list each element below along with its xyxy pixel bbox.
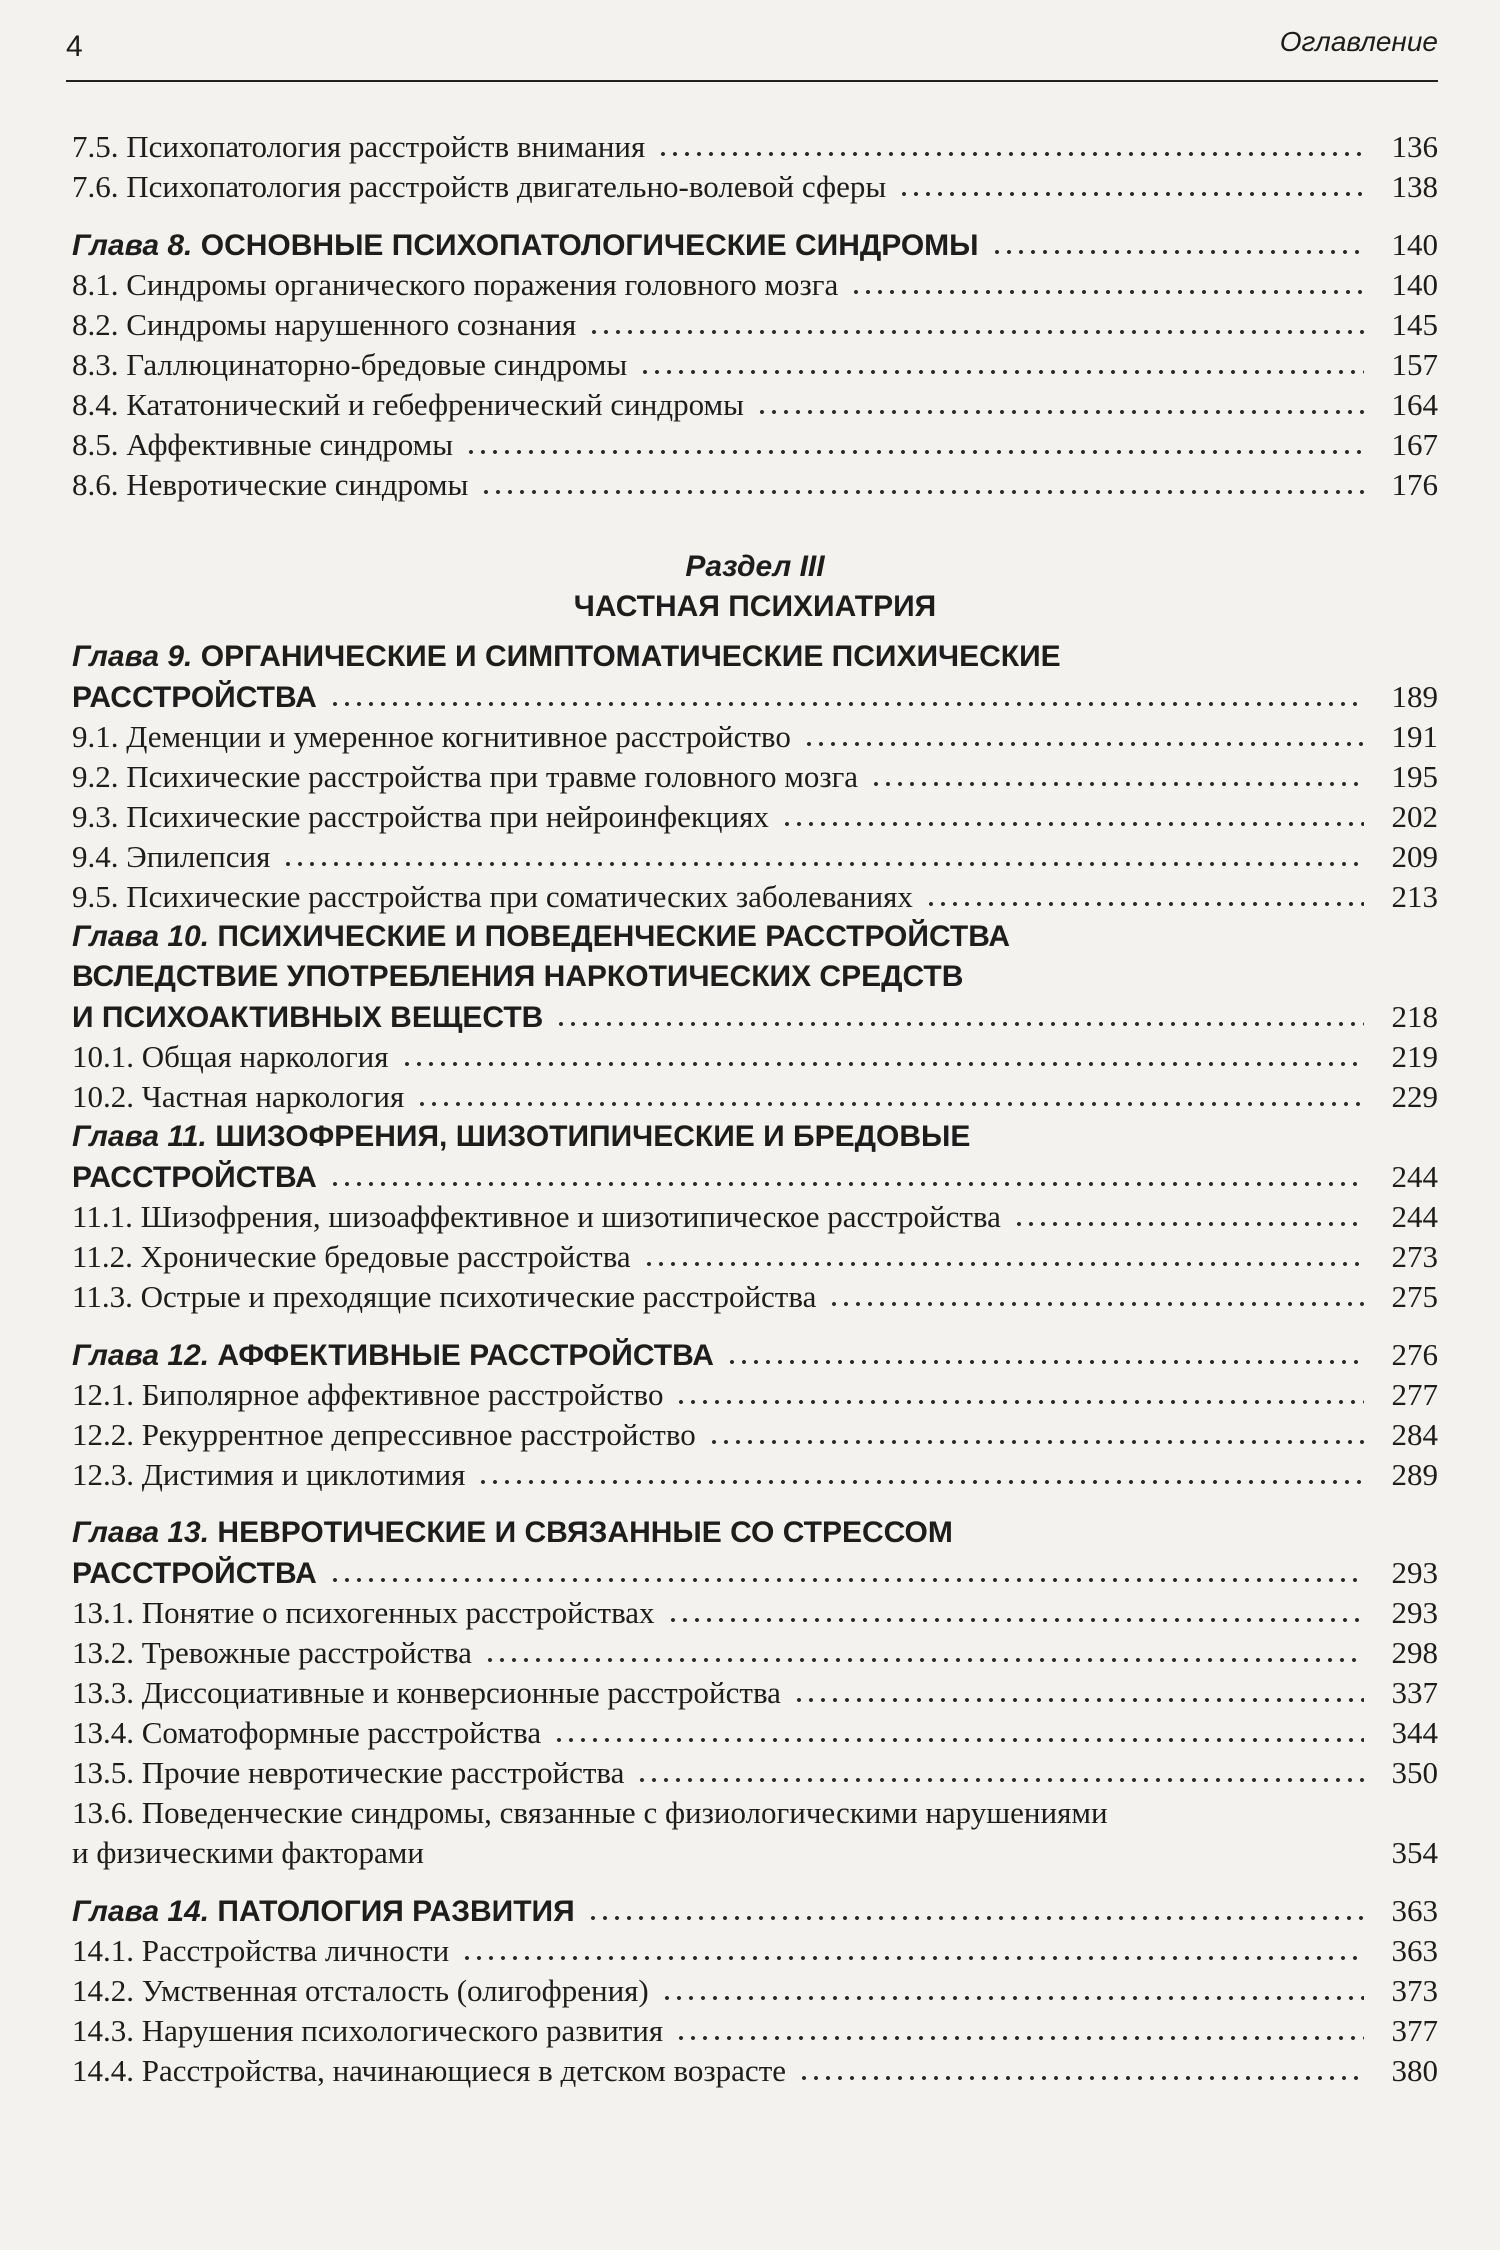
dot-leader: [477, 1478, 1364, 1486]
dot-leader: [675, 2034, 1364, 2042]
toc-entry[interactable]: [72, 1375, 1438, 1415]
entry-page: 157: [1391, 347, 1438, 382]
dot-leader: [461, 1954, 1364, 1962]
toc-entry[interactable]: [72, 345, 1438, 385]
chapter-label: Глава 8.: [72, 229, 193, 262]
dot-leader: [636, 1776, 1364, 1784]
chapter-page: 140: [1391, 227, 1438, 262]
entry-page: 176: [1391, 467, 1438, 502]
chapter-10-entry[interactable]: [72, 917, 1438, 1037]
entry-title: Хронические бредовые расстройства: [140, 1239, 631, 1274]
entry-number: 14.3.: [72, 2013, 134, 2048]
chapter-13-entry[interactable]: [72, 1513, 1438, 1593]
dot-leader: [465, 448, 1364, 456]
chapter-14-entry[interactable]: [72, 1891, 1438, 1931]
dot-leader: [553, 1736, 1364, 1744]
chapter-title: АФФЕКТИВНЫЕ РАССТРОЙСТВА: [217, 1339, 714, 1372]
entry-title: Психические расстройства при соматических заболеваниях: [126, 879, 913, 914]
dot-leader: [898, 190, 1364, 198]
chapter-title-line2: РАССТРОЙСТВА: [72, 681, 317, 714]
entry-title-line2: и физическими факторами: [72, 1835, 424, 1870]
chapter-page: 276: [1391, 1337, 1438, 1372]
entry-page: 350: [1391, 1755, 1438, 1790]
entry-page: 202: [1391, 799, 1438, 834]
toc-entry[interactable]: [72, 305, 1438, 345]
entry-page: 191: [1391, 719, 1438, 754]
toc-entry[interactable]: [72, 1455, 1438, 1495]
toc-entry[interactable]: [72, 1633, 1438, 1673]
toc-group-ch12: [72, 1375, 1438, 1495]
chapter-title-line1: ОРГАНИЧЕСКИЕ И СИМПТОМАТИЧЕСКИЕ ПСИХИЧЕСКИЕ: [200, 640, 1061, 673]
entry-title: Деменции и умеренное когнитивное расстройство: [126, 719, 791, 754]
dot-leader: [484, 1656, 1364, 1664]
entry-page: 337: [1391, 1675, 1438, 1710]
entry-title: Невротические синдромы: [126, 467, 469, 502]
entry-number: 10.1.: [72, 1039, 134, 1074]
entry-page: 164: [1391, 387, 1438, 422]
entry-number: 8.4.: [72, 387, 119, 422]
toc-group-ch7-tail: [72, 127, 1438, 207]
toc-entry[interactable]: [72, 2051, 1438, 2091]
toc-group-ch14: [72, 1931, 1438, 2091]
entry-title: Биполярное аффективное расстройство: [141, 1377, 664, 1412]
dot-leader: [416, 1100, 1364, 1108]
chapter-label: Глава 11.: [72, 1120, 207, 1153]
entry-number: 8.3.: [72, 347, 119, 382]
entry-page: 209: [1391, 839, 1438, 874]
dot-leader: [282, 860, 1364, 868]
entry-title: Психопатология расстройств двигательно-волевой сферы: [126, 169, 887, 204]
toc-entry[interactable]: [72, 757, 1438, 797]
entry-title: Общая наркология: [141, 1039, 389, 1074]
entry-number: 8.2.: [72, 307, 119, 342]
chapter-label: Глава 10.: [72, 920, 210, 953]
entry-number: 10.2.: [72, 1079, 134, 1114]
entry-title: Рекуррентное депрессивное расстройство: [141, 1417, 696, 1452]
entry-title: Понятие о психогенных расстройствах: [141, 1595, 655, 1630]
dot-leader: [643, 1260, 1364, 1268]
chapter-page: 244: [1391, 1159, 1438, 1194]
toc-group-ch13: [72, 1593, 1438, 1793]
entry-number: 13.3.: [72, 1675, 134, 1710]
toc-entry[interactable]: [72, 1037, 1438, 1077]
entry-number: 9.5.: [72, 879, 119, 914]
toc-entry[interactable]: [72, 1077, 1438, 1117]
toc-entry[interactable]: [72, 167, 1438, 207]
entry-number: 12.3.: [72, 1457, 134, 1492]
entry-title: Тревожные расстройства: [141, 1635, 472, 1670]
dot-leader: [793, 1696, 1364, 1704]
entry-page: 380: [1391, 2053, 1438, 2088]
entry-page: 277: [1391, 1377, 1438, 1412]
toc-entry[interactable]: [72, 265, 1438, 305]
toc-entry[interactable]: [72, 1197, 1438, 1237]
toc-group-ch10: [72, 1037, 1438, 1117]
toc-entry[interactable]: [72, 1237, 1438, 1277]
toc-entry[interactable]: [72, 127, 1438, 167]
chapter-title-line1: ШИЗОФРЕНИЯ, ШИЗОТИПИЧЕСКИЕ И БРЕДОВЫЕ: [215, 1120, 971, 1153]
entry-page: 167: [1391, 427, 1438, 462]
entry-page: 354: [1391, 1835, 1438, 1870]
dot-leader: [870, 780, 1364, 788]
toc-group-ch8: [72, 265, 1438, 505]
dot-leader: [675, 1398, 1364, 1406]
entry-title: Психопатология расстройств внимания: [126, 129, 646, 164]
dot-leader: [667, 1616, 1364, 1624]
chapter-title-line2: РАССТРОЙСТВА: [72, 1557, 317, 1590]
entry-number: 9.4.: [72, 839, 119, 874]
entry-number: 11.3.: [72, 1279, 133, 1314]
entry-page: 377: [1391, 2013, 1438, 2048]
chapter-12-entry[interactable]: [72, 1335, 1438, 1375]
entry-page: 289: [1391, 1457, 1438, 1492]
chapter-label: Глава 9.: [72, 640, 193, 673]
toc-entry[interactable]: [72, 1593, 1438, 1633]
entry-number: 13.2.: [72, 1635, 134, 1670]
entry-title: Расстройства личности: [141, 1933, 450, 1968]
entry-title: Синдромы нарушенного сознания: [126, 307, 577, 342]
toc-group-ch11: [72, 1197, 1438, 1317]
section-label: Раздел III: [685, 550, 825, 583]
page-number: 4: [66, 30, 83, 63]
entry-page: 195: [1391, 759, 1438, 794]
toc-entry-13-6[interactable]: [72, 1793, 1438, 1873]
chapter-11-entry[interactable]: [72, 1117, 1438, 1197]
dot-leader: [756, 408, 1364, 416]
entry-number: 9.2.: [72, 759, 119, 794]
entry-page: 145: [1391, 307, 1438, 342]
entry-title: Аффективные синдромы: [126, 427, 454, 462]
dot-leader: [828, 1300, 1364, 1308]
toc-entry[interactable]: [72, 797, 1438, 837]
entry-number: 8.6.: [72, 467, 119, 502]
entry-number: 11.2.: [72, 1239, 133, 1274]
chapter-label: Глава 13.: [72, 1516, 210, 1549]
toc-entry[interactable]: [72, 425, 1438, 465]
toc-entry[interactable]: [72, 837, 1438, 877]
entry-page: 344: [1391, 1715, 1438, 1750]
entry-page: 298: [1391, 1635, 1438, 1670]
entry-page: 244: [1391, 1199, 1438, 1234]
entry-page: 275: [1391, 1279, 1438, 1314]
entry-number: 9.1.: [72, 719, 119, 754]
dot-leader: [329, 1576, 1364, 1584]
entry-page: 363: [1391, 1933, 1438, 1968]
entry-number: 7.6.: [72, 169, 119, 204]
entry-title: Шизофрения, шизоаффективное и шизотипическое расстройства: [140, 1199, 1001, 1234]
dot-leader: [639, 368, 1364, 376]
dot-leader: [726, 1358, 1364, 1366]
entry-page: 219: [1391, 1039, 1438, 1074]
toc-entry[interactable]: [72, 1753, 1438, 1793]
chapter-title: ПАТОЛОГИЯ РАЗВИТИЯ: [217, 1895, 575, 1928]
entry-page: 293: [1391, 1595, 1438, 1630]
entry-title: Психические расстройства при травме головного мозга: [126, 759, 859, 794]
entry-page: 273: [1391, 1239, 1438, 1274]
toc-entry[interactable]: [72, 877, 1438, 917]
dot-leader: [803, 740, 1364, 748]
entry-title: Эпилепсия: [126, 839, 271, 874]
dot-leader: [1013, 1220, 1364, 1228]
entry-number: 12.2.: [72, 1417, 134, 1452]
entry-number: 8.5.: [72, 427, 119, 462]
entry-title: Прочие невротические расстройства: [141, 1755, 625, 1790]
dot-leader: [480, 488, 1364, 496]
chapter-page: 218: [1391, 999, 1438, 1034]
toc-entry[interactable]: [72, 2011, 1438, 2051]
entry-title: Частная наркология: [141, 1079, 405, 1114]
entry-number: 12.1.: [72, 1377, 134, 1412]
dot-leader: [925, 900, 1364, 908]
dot-leader: [798, 2074, 1364, 2082]
dot-leader: [708, 1438, 1364, 1446]
dot-leader: [401, 1060, 1364, 1068]
chapter-title-line1: НЕВРОТИЧЕСКИЕ И СВЯЗАННЫЕ СО СТРЕССОМ: [217, 1516, 953, 1549]
entry-title: Соматоформные расстройства: [141, 1715, 542, 1750]
chapter-title-line2: ВСЛЕДСТВИЕ УПОТРЕБЛЕНИЯ НАРКОТИЧЕСКИХ СРЕДСТВ: [72, 960, 964, 993]
entry-number: 11.1.: [72, 1199, 133, 1234]
dot-leader: [781, 820, 1364, 828]
entry-title: Диссоциативные и конверсионные расстройства: [141, 1675, 781, 1710]
dot-leader: [555, 1020, 1364, 1028]
dot-leader: [850, 288, 1364, 296]
section-title: ЧАСТНАЯ ПСИХИАТРИЯ: [573, 590, 937, 623]
running-title: Оглавление: [1279, 26, 1438, 57]
chapter-title-line2: РАССТРОЙСТВА: [72, 1161, 317, 1194]
toc-entry[interactable]: [72, 1673, 1438, 1713]
chapter-9-entry[interactable]: [72, 637, 1438, 717]
entry-number: 13.1.: [72, 1595, 134, 1630]
dot-leader: [657, 150, 1364, 158]
dot-leader: [661, 1994, 1364, 2002]
chapter-title-line3: И ПСИХОАКТИВНЫХ ВЕЩЕСТВ: [72, 1001, 544, 1034]
toc-entry[interactable]: [72, 1415, 1438, 1455]
entry-title: Расстройства, начинающиеся в детском возрасте: [141, 2053, 786, 2088]
entry-title: Острые и преходящие психотические расстройства: [140, 1279, 817, 1314]
entry-page: 373: [1391, 1973, 1438, 2008]
chapter-label: Глава 12.: [72, 1339, 210, 1372]
dot-leader: [588, 328, 1364, 336]
entry-page: 284: [1391, 1417, 1438, 1452]
entry-number: 14.2.: [72, 1973, 134, 2008]
entry-number: 13.5.: [72, 1755, 134, 1790]
entry-number: 9.3.: [72, 799, 119, 834]
entry-title: Умственная отсталость (олигофрения): [141, 1973, 649, 2008]
entry-title: Галлюцинаторно-бредовые синдромы: [126, 347, 628, 382]
entry-page: 140: [1391, 267, 1438, 302]
chapter-label: Глава 14.: [72, 1895, 210, 1928]
entry-title: Дистимия и циклотимия: [141, 1457, 466, 1492]
dot-leader: [991, 248, 1364, 256]
toc-group-ch9: [72, 717, 1438, 917]
chapter-title: ОСНОВНЫЕ ПСИХОПАТОЛОГИЧЕСКИЕ СИНДРОМЫ: [200, 229, 979, 262]
entry-title: Нарушения психологического развития: [141, 2013, 664, 2048]
entry-title: Синдромы органического поражения головного мозга: [126, 267, 839, 302]
dot-leader: [329, 1180, 1364, 1188]
chapter-page: 363: [1391, 1893, 1438, 1928]
entry-title: Психические расстройства при нейроинфекциях: [126, 799, 769, 834]
toc-entry[interactable]: [72, 717, 1438, 757]
entry-page: 229: [1391, 1079, 1438, 1114]
entry-page: 213: [1391, 879, 1438, 914]
chapter-page: 189: [1391, 679, 1438, 714]
table-of-contents: [72, 127, 1438, 2091]
entry-page: 138: [1391, 169, 1438, 204]
entry-number: 14.4.: [72, 2053, 134, 2088]
dot-leader: [329, 700, 1364, 708]
entry-number: 13.4.: [72, 1715, 134, 1750]
entry-number: 8.1.: [72, 267, 119, 302]
chapter-page: 293: [1391, 1555, 1438, 1590]
entry-number: 14.1.: [72, 1933, 134, 1968]
toc-entry[interactable]: [72, 1277, 1438, 1317]
chapter-8-entry[interactable]: [72, 225, 1438, 265]
running-header: [66, 22, 1438, 82]
toc-entry[interactable]: [72, 1713, 1438, 1753]
dot-leader: [587, 1914, 1364, 1922]
toc-entry[interactable]: [72, 1971, 1438, 2011]
toc-entry[interactable]: [72, 465, 1438, 505]
entry-title: Кататонический и гебефренический синдромы: [126, 387, 744, 422]
toc-entry[interactable]: [72, 385, 1438, 425]
entry-number: 13.6.: [72, 1795, 134, 1830]
entry-title-line1: Поведенческие синдромы, связанные с физиологическими нарушениями: [141, 1795, 1108, 1830]
section-heading: [72, 547, 1438, 627]
entry-page: 136: [1391, 129, 1438, 164]
chapter-title-line1: ПСИХИЧЕСКИЕ И ПОВЕДЕНЧЕСКИЕ РАССТРОЙСТВА: [217, 920, 1011, 953]
entry-number: 7.5.: [72, 129, 119, 164]
toc-entry[interactable]: [72, 1931, 1438, 1971]
